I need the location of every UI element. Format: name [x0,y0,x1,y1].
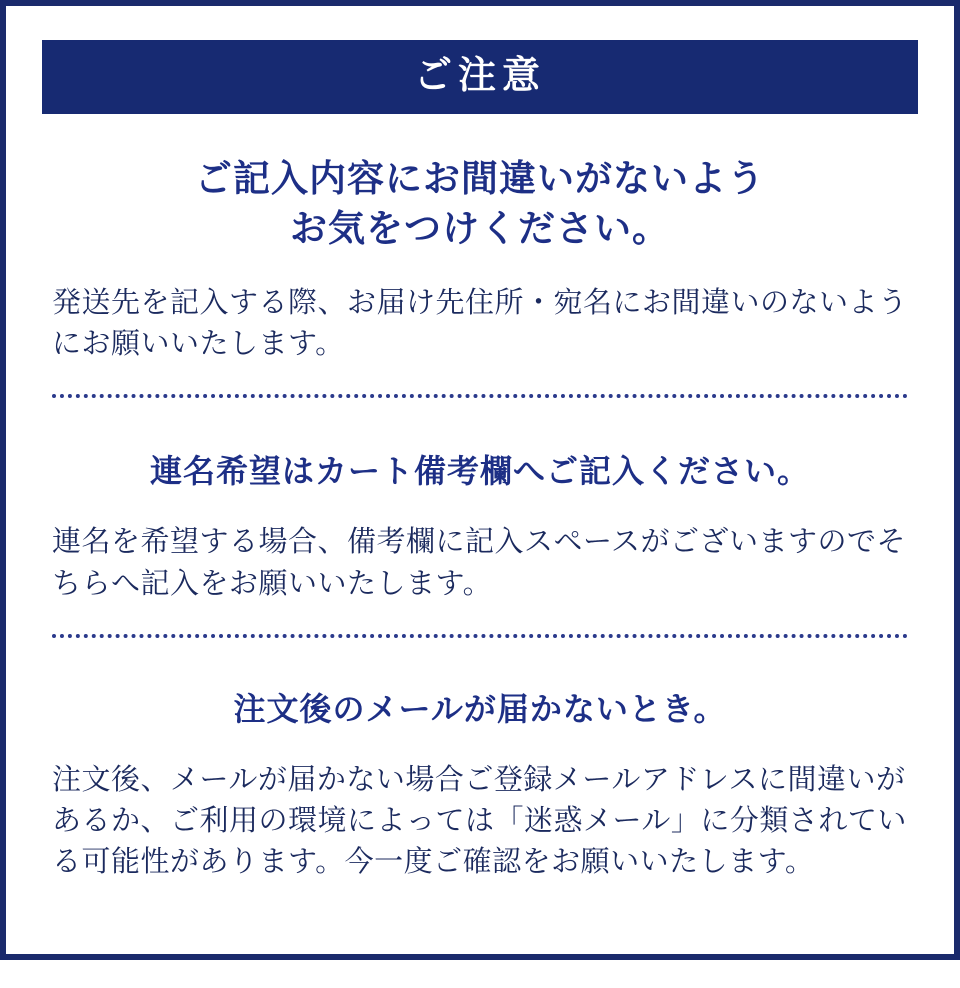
page-title-banner: ご注意 [42,40,918,114]
section-title-line: 連名希望はカート備考欄へご記入ください。 [149,453,810,490]
section-title-line: ご記入内容にお間違いがないよう [195,158,765,199]
section-mail-not-received [52,658,908,884]
section-joint-name-request [52,420,908,605]
notice-content [6,114,954,883]
section-title-line: 注文後のメールが届かないとき。 [233,690,727,727]
section-title-mail-not-received [52,688,908,731]
section-body-joint-name-request: 連名を希望する場合、備考欄に記入スペースがございますのでそちらへ記入をお願いいたします。 [52,526,907,600]
section-body-address-accuracy: 発送先を記入する際、お届け先住所・宛名にお間違いのないようにお願いいたします。 [52,286,908,361]
section-divider [52,394,908,398]
section-title-address-accuracy [52,154,908,254]
section-title-joint-name-request [52,450,908,493]
section-body-mail-not-received: 注文後、メールが届かない場合ご登録メールアドレスに間違いがあるか、ご利用の環境によっては「迷惑メール」に分類されている可能性があります。今一度ご確認をお願いいたします。 [52,763,907,879]
section-divider [52,634,908,638]
section-title-line: お気をつけください。 [290,207,670,249]
section-address-accuracy [52,114,908,365]
notice-inner [6,40,954,988]
